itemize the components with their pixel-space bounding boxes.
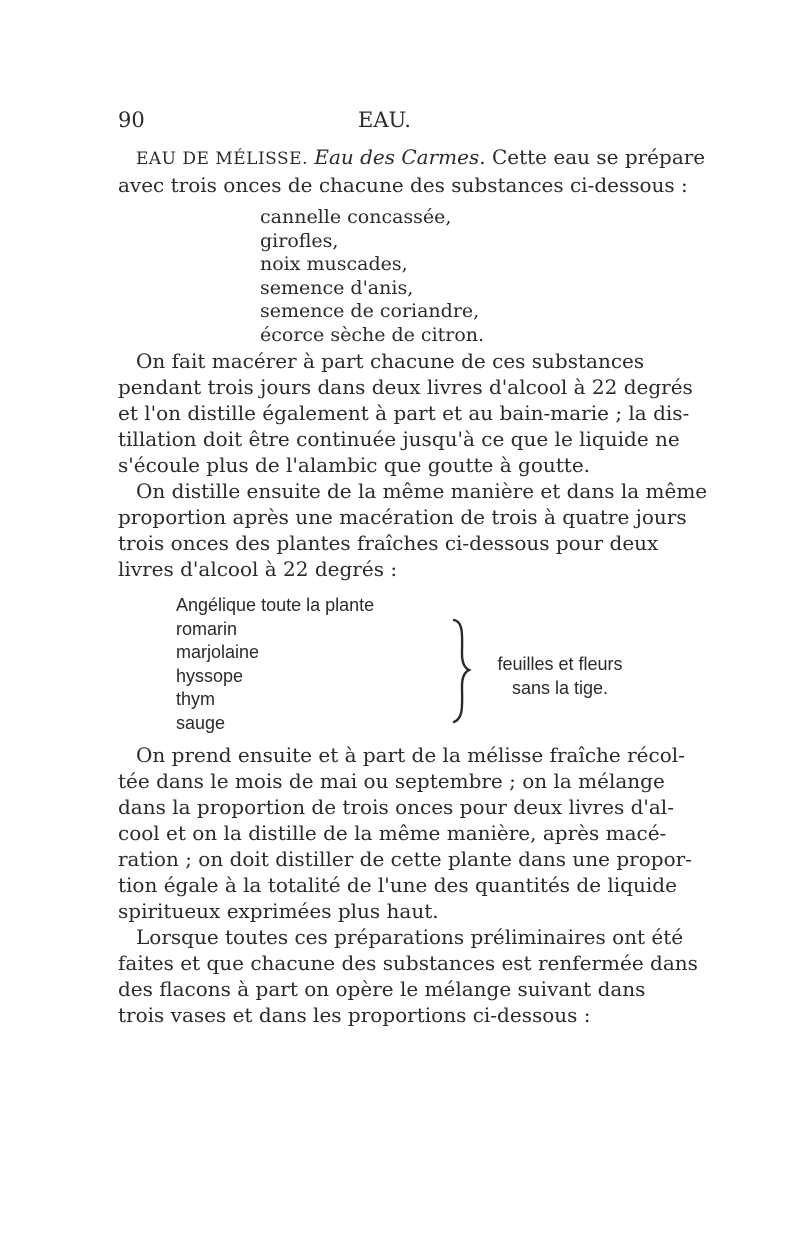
- paragraph-eau-de-melisse: [118, 144, 706, 198]
- running-title: EAU.: [358, 108, 411, 132]
- list-item: semence de coriandre,: [260, 300, 480, 322]
- paragraph-line: des flacons à part on opère le mélange suivant dans: [118, 977, 646, 1001]
- page-header: [118, 108, 638, 138]
- paragraph-distillation: [118, 478, 708, 582]
- paragraph-line: et l'on distille également à part et au bain-marie ; la dis-: [118, 401, 690, 425]
- entry-text: Cette eau se prépare: [491, 145, 706, 169]
- entry-heading: EAU DE MÉLISSE.: [136, 149, 308, 169]
- paragraph-melange: [118, 924, 698, 1028]
- list-item: thym: [176, 689, 216, 709]
- list-item: semence d'anis,: [260, 276, 414, 299]
- paragraph-line: pendant trois jours dans deux livres d'alcool à 22 degrés: [118, 375, 693, 399]
- list-item: sauge: [176, 712, 226, 733]
- paragraph-line: On prend ensuite et à part de la mélisse fraîche récol-: [136, 743, 685, 767]
- curly-brace-icon: [448, 618, 472, 724]
- paragraph-line: [118, 144, 706, 172]
- list-item: romarin: [176, 618, 238, 639]
- paragraph-line: s'écoule plus de l'alambic que goutte à goutte.: [118, 453, 591, 477]
- paragraph-line: On fait macérer à part chacune de ces substances: [136, 349, 645, 373]
- paragraph-line: ration ; on doit distiller de cette plante dans une propor-: [118, 847, 692, 871]
- page-number: 90: [118, 108, 145, 132]
- list-item: girofles,: [260, 229, 339, 252]
- paragraph-line: cool et on la distille de la même manière, après macé-: [118, 821, 667, 845]
- paragraph-line: Lorsque toutes ces préparations préliminaires ont été: [136, 925, 684, 949]
- paragraph-melisse: [118, 742, 692, 924]
- list-item: Angélique toute la plante: [176, 595, 375, 615]
- paragraph-maceration: [118, 348, 693, 478]
- list-item: cannelle concassée,: [260, 206, 452, 228]
- list-item: marjolaine: [176, 642, 260, 662]
- note-line: sans la tige.: [511, 678, 609, 698]
- note-line: feuilles et fleurs: [497, 654, 623, 674]
- paragraph-line: spiritueux exprimées plus haut.: [118, 899, 439, 923]
- paragraph-line: dans la proportion de trois onces pour deux livres d'al-: [118, 795, 674, 819]
- paragraph-line: tée dans le mois de mai ou septembre ; on la mélange: [118, 769, 665, 793]
- plants-list: [176, 594, 374, 735]
- paragraph-line: avec trois onces de chacune des substances ci-dessous :: [118, 173, 688, 197]
- paragraph-line: tion égale à la totalité de l'une des quantités de liquide: [118, 873, 677, 897]
- list-item: écorce sèche de citron.: [260, 323, 485, 346]
- paragraph-line: faites et que chacune des substances est renfermée dans: [118, 951, 698, 975]
- plants-note: [480, 652, 640, 700]
- paragraph-line: On distille ensuite de la même manière et dans la même: [136, 479, 708, 503]
- list-item: hyssope: [176, 665, 244, 686]
- paragraph-line: trois vases et dans les proportions ci-dessous :: [118, 1003, 591, 1027]
- list-item: noix muscades,: [260, 253, 408, 275]
- paragraph-line: tillation doit être continuée jusqu'à ce que le liquide ne: [118, 427, 680, 451]
- paragraph-line: livres d'alcool à 22 degrés :: [118, 557, 398, 581]
- ingredients-list: [260, 206, 484, 347]
- paragraph-line: proportion après une macération de trois à quatre jours: [118, 505, 687, 529]
- paragraph-line: trois onces des plantes fraîches ci-dessous pour deux: [118, 531, 659, 555]
- entry-subtitle: Eau des Carmes.: [314, 145, 486, 169]
